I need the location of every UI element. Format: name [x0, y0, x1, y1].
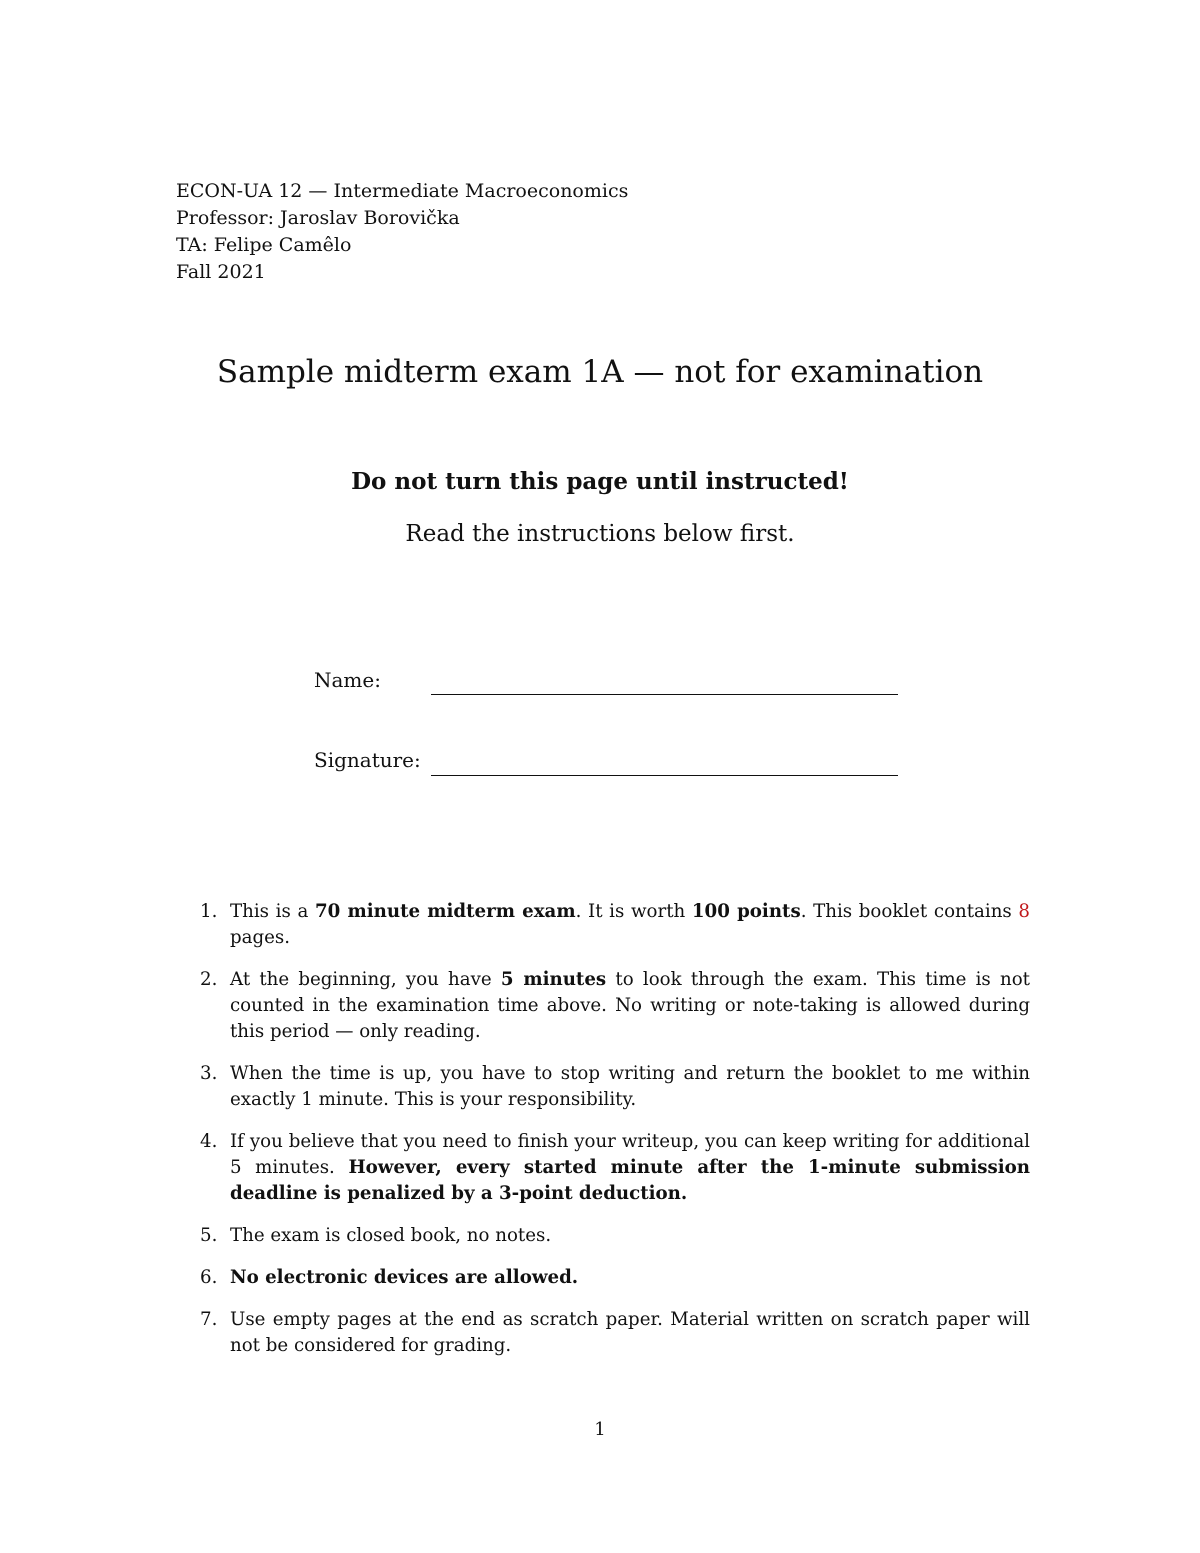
page-number: 1 — [594, 1419, 606, 1440]
course-title: ECON-UA 12 — Intermediate Macroeconomics — [176, 180, 629, 202]
list-item — [178, 1223, 1030, 1249]
list-item — [178, 1307, 1030, 1359]
item-number: 7. — [200, 1309, 218, 1330]
item-text: The exam is closed book, no notes. — [230, 1225, 552, 1246]
item-text: At the beginning, you have 5 minutes to look through the exam. This time is not counted in the examination time above. No writing or note-taking is allowed during this period — only reading. — [230, 969, 1030, 1042]
item-number: 6. — [200, 1267, 218, 1288]
item-number: 5. — [200, 1225, 218, 1246]
name-field[interactable] — [431, 694, 898, 695]
page-count-link[interactable]: 8 — [1018, 901, 1030, 922]
name-label: Name: — [314, 668, 381, 692]
list-item — [178, 1265, 1030, 1291]
item-text: Use empty pages at the end as scratch paper. Material written on scratch paper will not be considered for grading. — [230, 1309, 1030, 1356]
signature-field[interactable] — [431, 775, 898, 776]
instructions-note: Read the instructions below first. — [405, 521, 795, 547]
term: Fall 2021 — [176, 261, 266, 283]
item-number: 3. — [200, 1063, 218, 1084]
ta-name: TA: Felipe Camêlo — [176, 234, 352, 256]
list-item — [178, 1061, 1030, 1113]
exam-title: Sample midterm exam 1A — not for examination — [216, 354, 984, 390]
warning-heading: Do not turn this page until instructed! — [351, 468, 849, 495]
item-text: This is a 70 minute midterm exam. It is worth 100 points. This booklet contains 8 pages. — [230, 901, 1030, 948]
list-item — [178, 967, 1030, 1045]
list-item — [178, 1129, 1030, 1207]
list-item — [178, 899, 1030, 951]
professor-name: Professor: Jaroslav Borovička — [176, 207, 460, 229]
item-number: 2. — [200, 969, 218, 990]
instructions-list — [178, 899, 1030, 1375]
item-text: If you believe that you need to finish your writeup, you can keep writing for additional 5 minutes. However, every started minute after the 1-minute submission deadline is penalized by a 3-point deduction. — [230, 1131, 1031, 1204]
course-header — [176, 178, 628, 286]
signature-label: Signature: — [314, 748, 421, 772]
item-text: When the time is up, you have to stop writing and return the booklet to me within exactly 1 minute. This is your responsibility. — [230, 1063, 1030, 1110]
item-number: 4. — [200, 1131, 218, 1152]
item-text: No electronic devices are allowed. — [230, 1267, 579, 1288]
item-number: 1. — [200, 901, 218, 922]
